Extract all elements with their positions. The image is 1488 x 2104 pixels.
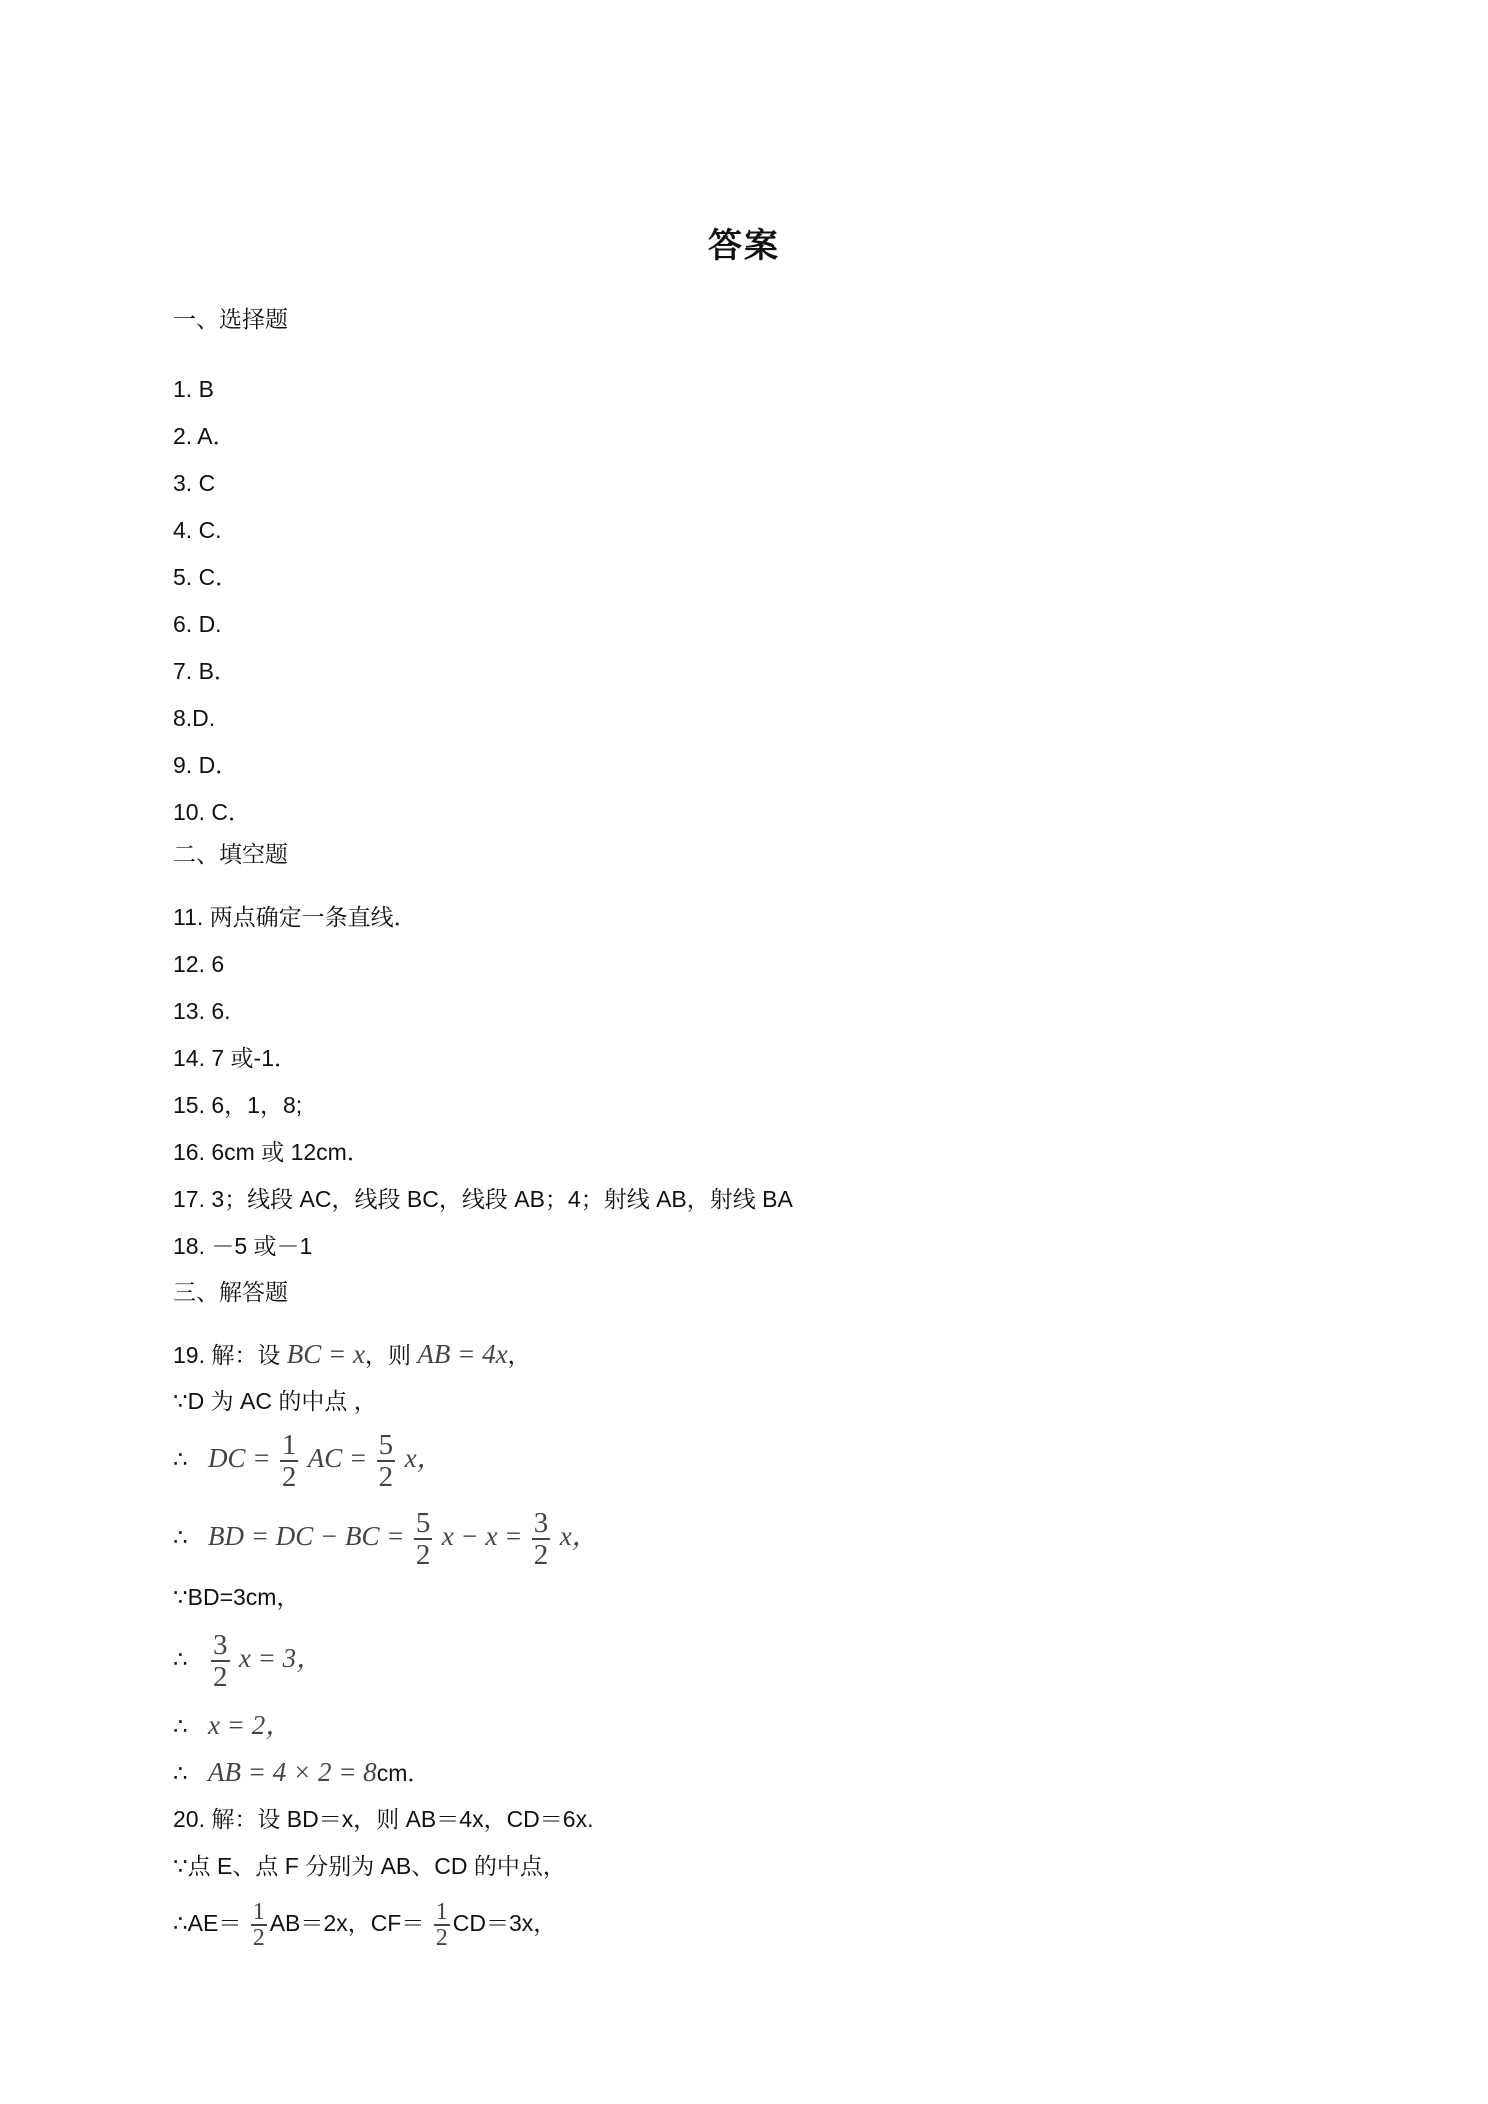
mc-answer-1: 1. B bbox=[173, 376, 214, 402]
therefore-symbol: ∴ bbox=[173, 1646, 188, 1673]
q19-line-1 bbox=[173, 1339, 531, 1370]
page-title: 答案 bbox=[708, 227, 780, 265]
section-heading-choice: 一、选择题 bbox=[173, 306, 288, 332]
therefore-symbol: ∴ bbox=[173, 1713, 188, 1739]
mc-answer-5: 5. C． bbox=[173, 564, 239, 590]
section-heading-fill: 二、填空题 bbox=[173, 841, 288, 867]
fill-answer-15: 15. 6，1，8; bbox=[173, 1092, 303, 1118]
fraction-three-halves bbox=[211, 1630, 230, 1692]
fill-answer-12: 12. 6 bbox=[173, 951, 225, 977]
q19-comma: ， bbox=[507, 1342, 531, 1368]
fraction-one-half bbox=[280, 1430, 299, 1492]
fill-answer-11: 11. 两点确定一条直线． bbox=[173, 904, 417, 930]
mc-answer-8: 8.D. bbox=[173, 705, 216, 731]
fraction-numerator: 3 bbox=[533, 1507, 549, 1539]
fraction-five-halves bbox=[377, 1430, 396, 1492]
mc-answer-3: 3. C bbox=[173, 470, 216, 496]
fill-answer-13: 13. 6. bbox=[173, 998, 231, 1024]
fraction-three-halves bbox=[532, 1508, 551, 1570]
q19-ab-calc: AB = 4 × 2 = 8 bbox=[208, 1757, 377, 1787]
q19-bd-end: x， bbox=[559, 1521, 599, 1552]
fraction-one-half bbox=[251, 1900, 267, 1950]
q19-because-bd: ∵BD=3cm， bbox=[173, 1584, 300, 1610]
q20-line-3 bbox=[173, 1900, 556, 1950]
q19-because-midpoint: ∵D 为 AC 的中点 ， bbox=[173, 1388, 377, 1414]
fraction-one-half bbox=[434, 1900, 450, 1950]
mc-answer-9: 9. D． bbox=[173, 752, 239, 778]
fraction-denominator: 2 bbox=[415, 1539, 431, 1571]
fraction-numerator: 1 bbox=[281, 1429, 297, 1461]
section-heading-solve: 三、解答题 bbox=[173, 1279, 288, 1305]
fill-answer-18: 18. －5 或－1 bbox=[173, 1233, 313, 1259]
q19-eq-x-end: x = 3， bbox=[238, 1643, 324, 1674]
mc-answer-6: 6. D. bbox=[173, 611, 222, 637]
q19-line-ab bbox=[173, 1757, 430, 1788]
fraction-numerator: 5 bbox=[415, 1507, 431, 1539]
fraction-numerator: 3 bbox=[213, 1629, 228, 1661]
therefore-symbol: ∴ bbox=[173, 1524, 188, 1551]
q19-line-eq-x bbox=[173, 1630, 323, 1692]
q20-cd-part: CD＝3x， bbox=[452, 1910, 557, 1937]
q19-dc-end: x， bbox=[404, 1443, 444, 1474]
q19-dc-mid: AC = bbox=[307, 1443, 368, 1474]
mc-answer-7: 7. B． bbox=[173, 658, 237, 684]
q19-eq-ab: AB = 4x bbox=[417, 1339, 508, 1369]
fill-answer-14: 14. 7 或-1． bbox=[173, 1045, 297, 1071]
fraction-numerator: 1 bbox=[252, 1899, 265, 1925]
fraction-numerator: 5 bbox=[378, 1429, 394, 1461]
q19-line-x-value bbox=[173, 1710, 292, 1741]
q19-prefix: 19. 解：设 bbox=[173, 1342, 281, 1368]
q19-eq-bc: BC = x bbox=[286, 1339, 365, 1369]
fraction-denominator: 2 bbox=[213, 1661, 228, 1693]
q19-line-bd bbox=[173, 1508, 599, 1570]
q20-line-1: 20. 解：设 BD＝x，则 AB＝4x，CD＝6x. bbox=[173, 1806, 594, 1832]
mc-answer-4: 4. C. bbox=[173, 517, 222, 543]
mc-answer-10: 10. C． bbox=[173, 799, 251, 825]
therefore-symbol: ∴ bbox=[173, 1760, 188, 1786]
q19-bd-mid: x − x = bbox=[441, 1521, 523, 1552]
q19-line-dc bbox=[173, 1430, 444, 1492]
fraction-denominator: 2 bbox=[533, 1539, 549, 1571]
q19-x-value: x = 2， bbox=[208, 1710, 293, 1740]
therefore-symbol: ∴ bbox=[173, 1446, 188, 1473]
mc-answer-2: 2. A． bbox=[173, 423, 236, 449]
q20-line-2: ∵点 E、点 F 分别为 AB、CD 的中点， bbox=[173, 1853, 566, 1879]
fraction-numerator: 1 bbox=[435, 1899, 448, 1925]
q19-ab-unit: cm． bbox=[376, 1760, 431, 1786]
fraction-denominator: 2 bbox=[252, 1925, 265, 1951]
q19-dc-lhs: DC = bbox=[208, 1443, 271, 1474]
fraction-denominator: 2 bbox=[435, 1925, 448, 1951]
q19-bd-lhs: BD = DC − BC = bbox=[208, 1521, 405, 1552]
q20-ab-part: AB＝2x，CF＝ bbox=[269, 1910, 425, 1937]
q20-ae: ∴AE＝ bbox=[173, 1910, 242, 1937]
q19-mid: ，则 bbox=[364, 1342, 411, 1368]
fill-answer-17: 17. 3；线段 AC，线段 BC，线段 AB；4；射线 AB，射线 BA bbox=[173, 1186, 793, 1212]
fraction-denominator: 2 bbox=[281, 1461, 297, 1493]
fill-answer-16: 16. 6cm 或 12cm． bbox=[173, 1139, 370, 1165]
fraction-five-halves bbox=[414, 1508, 433, 1570]
fraction-denominator: 2 bbox=[378, 1461, 394, 1493]
